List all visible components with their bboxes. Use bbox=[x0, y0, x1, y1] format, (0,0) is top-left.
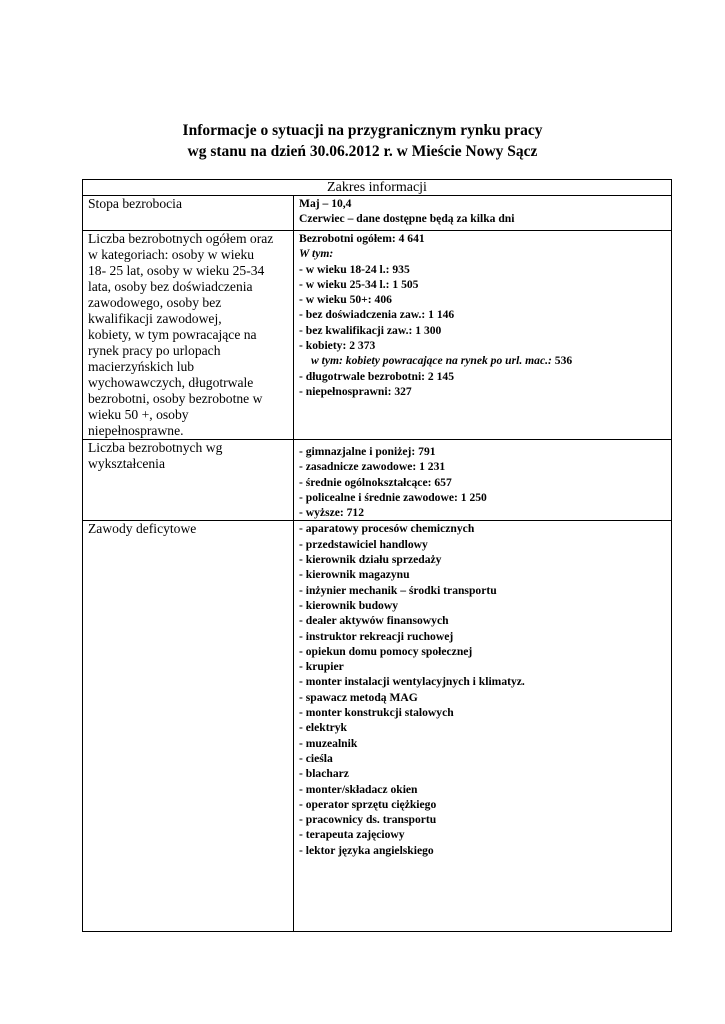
label-line: Liczba bezrobotnych ogółem oraz bbox=[88, 231, 274, 246]
value-line: - aparatowy procesów chemicznych bbox=[299, 522, 475, 536]
table-header-row bbox=[83, 180, 672, 196]
value-line: - monter instalacji wentylacyjnych i klimatyz. bbox=[299, 675, 525, 689]
label-line: Liczba bezrobotnych wg bbox=[88, 440, 223, 455]
row-label-liczba bbox=[83, 231, 294, 440]
row-label-zawody: Zawody deficytowe bbox=[83, 521, 294, 932]
label-line: bezrobotni, osoby bezrobotne w bbox=[88, 391, 263, 406]
value-line: - spawacz metodą MAG bbox=[299, 690, 418, 704]
label-line: kwalifikacji zawodowej, bbox=[88, 311, 222, 326]
value-line: - krupier bbox=[299, 660, 344, 674]
value-line: W tym: bbox=[299, 247, 334, 261]
value-line: - kierownik budowy bbox=[299, 598, 399, 612]
value-line: - blacharz bbox=[299, 767, 349, 781]
document-title bbox=[0, 120, 725, 162]
value-line: - terapeuta zajęciowy bbox=[299, 828, 405, 842]
value-line: - bez kwalifikacji zaw.: 1 300 bbox=[299, 323, 442, 337]
value-line: - w wieku 25-34 l.: 1 505 bbox=[299, 277, 419, 291]
value-line: - operator sprzętu ciężkiego bbox=[299, 797, 437, 811]
value-line: - dealer aktywów finansowych bbox=[299, 614, 449, 628]
title-line-1: Informacje o sytuacji na przygranicznym rynku pracy bbox=[182, 122, 543, 139]
label-line: niepełnosprawne. bbox=[88, 423, 184, 438]
value-line: - kierownik magazynu bbox=[299, 568, 410, 582]
row-value-wyksztalcenie bbox=[294, 440, 672, 521]
value-line: - inżynier mechanik – środki transportu bbox=[299, 583, 497, 597]
value-line: - muzealnik bbox=[299, 736, 358, 750]
label-line: zawodowego, osoby bez bbox=[88, 295, 222, 310]
value-line: - elektryk bbox=[299, 721, 347, 735]
table-row bbox=[83, 521, 672, 932]
value-line: Bezrobotni ogółem: 4 641 bbox=[299, 232, 425, 245]
row-label-wyksztalcenie bbox=[83, 440, 294, 521]
value-line: - monter konstrukcji stalowych bbox=[299, 706, 454, 720]
value-line: - w wieku 18-24 l.: 935 bbox=[299, 262, 410, 276]
row-value-stopa bbox=[294, 196, 672, 231]
value-line: - policealne i średnie zawodowe: 1 250 bbox=[299, 490, 487, 504]
label-line: kobiety, w tym powracające na bbox=[88, 327, 257, 342]
label-line: macierzyńskich lub bbox=[88, 359, 195, 374]
value-line: - instruktor rekreacji ruchowej bbox=[299, 629, 454, 643]
value-line: - kobiety: 2 373 bbox=[299, 339, 376, 353]
label-line: wychowawczych, długotrwale bbox=[88, 375, 254, 390]
value-line bbox=[299, 353, 666, 368]
label-line: 18- 25 lat, osoby w wieku 25-34 bbox=[88, 263, 265, 278]
table-row bbox=[83, 440, 672, 521]
label-line: wykształcenia bbox=[88, 456, 165, 471]
value-line: - średnie ogólnokształcące: 657 bbox=[299, 475, 452, 489]
label-line: lata, osoby bez doświadczenia bbox=[88, 279, 253, 294]
value-line-number: 536 bbox=[554, 354, 573, 368]
value-line: - wyższe: 712 bbox=[299, 506, 365, 520]
value-line-italic-part: w tym: kobiety powracające na rynek po url. mac.: bbox=[311, 354, 552, 368]
table-header: Zakres informacji bbox=[83, 180, 672, 196]
value-line: - kierownik działu sprzedaży bbox=[299, 553, 442, 567]
value-line: Maj – 10,4 bbox=[299, 197, 352, 210]
row-value-zawody bbox=[294, 521, 672, 932]
value-line: - w wieku 50+: 406 bbox=[299, 293, 392, 307]
row-label-stopa: Stopa bezrobocia bbox=[83, 196, 294, 231]
value-line: - pracownicy ds. transportu bbox=[299, 813, 437, 827]
label-line: rynek pracy po urlopach bbox=[88, 343, 221, 358]
value-line: - monter/składacz okien bbox=[299, 782, 418, 796]
value-line: - bez doświadczenia zaw.: 1 146 bbox=[299, 308, 455, 322]
value-line: - długotrwale bezrobotni: 2 145 bbox=[299, 369, 455, 383]
value-line: - przedstawiciel handlowy bbox=[299, 537, 428, 551]
title-line-2: wg stanu na dzień 30.06.2012 r. w Mieście Nowy Sącz bbox=[187, 143, 538, 160]
value-line: - lektor języka angielskiego bbox=[299, 843, 434, 857]
value-line: - cieśla bbox=[299, 751, 333, 765]
table-row bbox=[83, 231, 672, 440]
row-value-liczba bbox=[294, 231, 672, 440]
value-line: - niepełnosprawni: 327 bbox=[299, 384, 412, 398]
value-line: - gimnazjalne i poniżej: 791 bbox=[299, 445, 436, 458]
table-row bbox=[83, 196, 672, 231]
info-table bbox=[82, 179, 672, 932]
value-line: - opiekun domu pomocy społecznej bbox=[299, 644, 473, 658]
value-line: Czerwiec – dane dostępne będą za kilka dni bbox=[299, 212, 515, 226]
label-line: w kategoriach: osoby w wieku bbox=[88, 247, 255, 262]
value-line: - zasadnicze zawodowe: 1 231 bbox=[299, 460, 446, 474]
label-line: wieku 50 +, osoby bbox=[88, 407, 189, 422]
